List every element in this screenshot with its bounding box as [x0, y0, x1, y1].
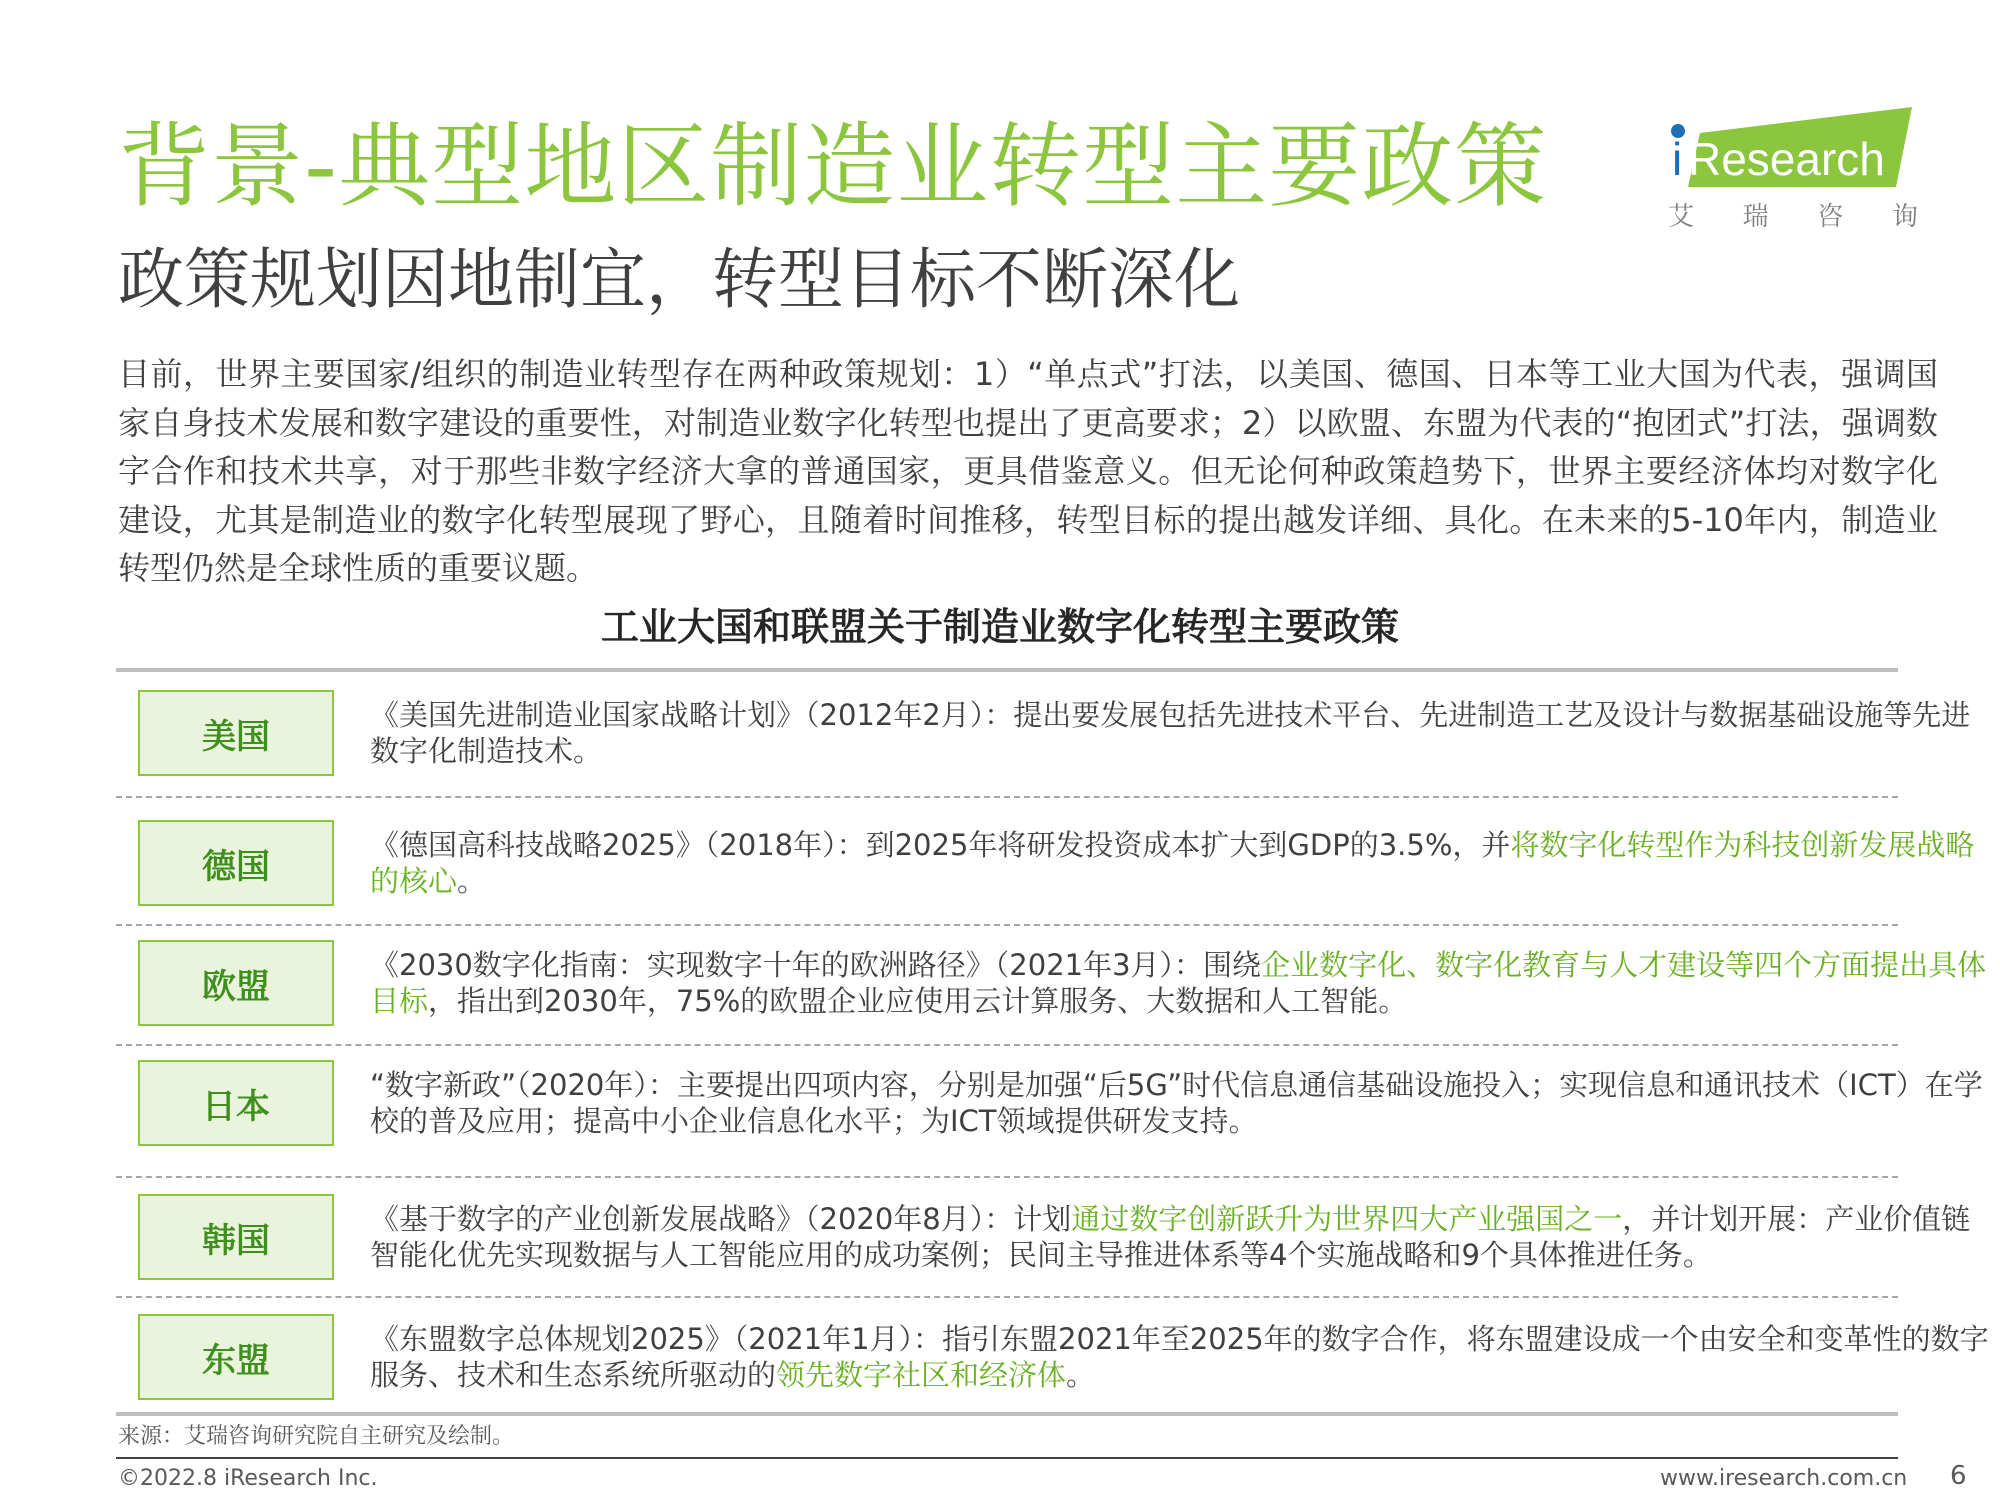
policy-description [370, 1321, 1990, 1393]
policy-description [370, 947, 1990, 1019]
logo-i: i [1672, 133, 1683, 185]
policy-highlight: 领先数字社区和经济体 [776, 1358, 1067, 1392]
website-url: www.iresearch.com.cn [1660, 1466, 1908, 1491]
policy-text: 《基于数字的产业创新发展战略》（2020年8月）：计划 [370, 1202, 1072, 1236]
row-divider [116, 924, 1898, 926]
region-tag: 德国 [138, 820, 334, 906]
logo-char: 艾 [1668, 202, 1695, 232]
page-subtitle: 政策规划因地制宜，转型目标不断深化 [118, 241, 1240, 318]
region-tag: 日本 [138, 1060, 334, 1146]
logo-char: 询 [1891, 202, 1918, 232]
logo-chinese-name [1668, 196, 1918, 233]
logo-char: 瑞 [1742, 202, 1769, 232]
policy-text: 《美国先进制造业国家战略计划》（2012年2月）：提出要发展包括先进技术平台、先进制造工艺及设计与数据基础设施等先进数字化制造技术。 [370, 698, 1971, 768]
policy-highlight: 企业数字化、数字化教育与人才建设等四个方面提出具体目标 [370, 948, 1987, 1018]
row-divider [116, 796, 1898, 798]
logo-wordmark: Research [1688, 133, 1885, 185]
table-bottom-rule [116, 1412, 1898, 1416]
policy-description [370, 1067, 1990, 1139]
policy-text-end: ，指出到2030年，75%的欧盟企业应使用云计算服务、大数据和人工智能。 [428, 984, 1408, 1018]
logo-char: 咨 [1817, 202, 1844, 232]
policy-description [370, 1201, 1990, 1273]
policy-text: 《2030数字化指南：实现数字十年的欧洲路径》（2021年3月）：围绕 [370, 948, 1262, 982]
region-tag: 东盟 [138, 1314, 334, 1400]
region-tag: 韩国 [138, 1194, 334, 1280]
source-note: 来源：艾瑞咨询研究院自主研究及绘制。 [118, 1424, 515, 1449]
table-top-rule [116, 668, 1898, 672]
policy-highlight: 通过数字创新跃升为世界四大产业强国之一 [1071, 1202, 1623, 1236]
policy-description [370, 697, 1990, 769]
intro-paragraph: 目前，世界主要国家/组织的制造业转型存在两种政策规划：1）“单点式”打法，以美国、德国、日本等工业大国为代表，强调国家自身技术发展和数字建设的重要性，对制造业数字化转型也提出了更高要求；2）以欧盟、东盟为代表的“抱团式”打法，强调数字合作和技术共享，对于那些非数字经济大拿的普通国家，更具借鉴意义。但无论何种政策趋势下，世界主要经济体均对数字化建设，尤其是制造业的数字化转型展现了野心，且随着时间推移，转型目标的提出越发详细、具化。在未来的5-10年内，制造业转型仍然是全球性质的重要议题。 [118, 355, 1938, 587]
copyright-text: ©2022.8 iResearch Inc. [118, 1466, 378, 1491]
policy-text: “数字新政”（2020年）：主要提出四项内容，分别是加强“后5G”时代信息通信基础设施投入；实现信息和通讯技术（ICT）在学校的普及应用；提高中小企业信息化水平；为ICT领域提供研发支持。 [370, 1068, 1983, 1138]
page-title: 背景-典型地区制造业转型主要政策 [118, 113, 1548, 220]
policy-description [370, 827, 1990, 899]
region-tag: 美国 [138, 690, 334, 776]
page-number: 6 [1950, 1461, 1967, 1491]
row-divider [116, 1296, 1898, 1298]
table-title: 工业大国和联盟关于制造业数字化转型主要政策 [600, 605, 1399, 649]
policy-highlight: 将数字化转型作为科技创新发展战略的核心 [370, 828, 1975, 898]
footer-rule [116, 1457, 1898, 1459]
row-divider [116, 1044, 1898, 1046]
policy-text-end: ，并计划开展：产业价值链智能化优先实现数据与人工智能应用的成功案例；民间主导推进体系等4个实施战略和9个具体推进任务。 [370, 1202, 1971, 1272]
region-tag: 欧盟 [138, 940, 334, 1026]
policy-text: 《德国高科技战略2025》（2018年）：到2025年将研发投资成本扩大到GDP的3.5%，并 [370, 828, 1511, 862]
policy-text-end: 。 [1066, 1358, 1096, 1392]
policy-text-end: 。 [457, 864, 487, 898]
policy-text: 《东盟数字总体规划2025》（2021年1月）：指引东盟2021年至2025年的数字合作，将东盟建设成一个由安全和变革性的数字服务、技术和生态系统所驱动的 [370, 1322, 1989, 1392]
logo-badge-icon [1660, 105, 1920, 205]
row-divider [116, 1176, 1898, 1178]
